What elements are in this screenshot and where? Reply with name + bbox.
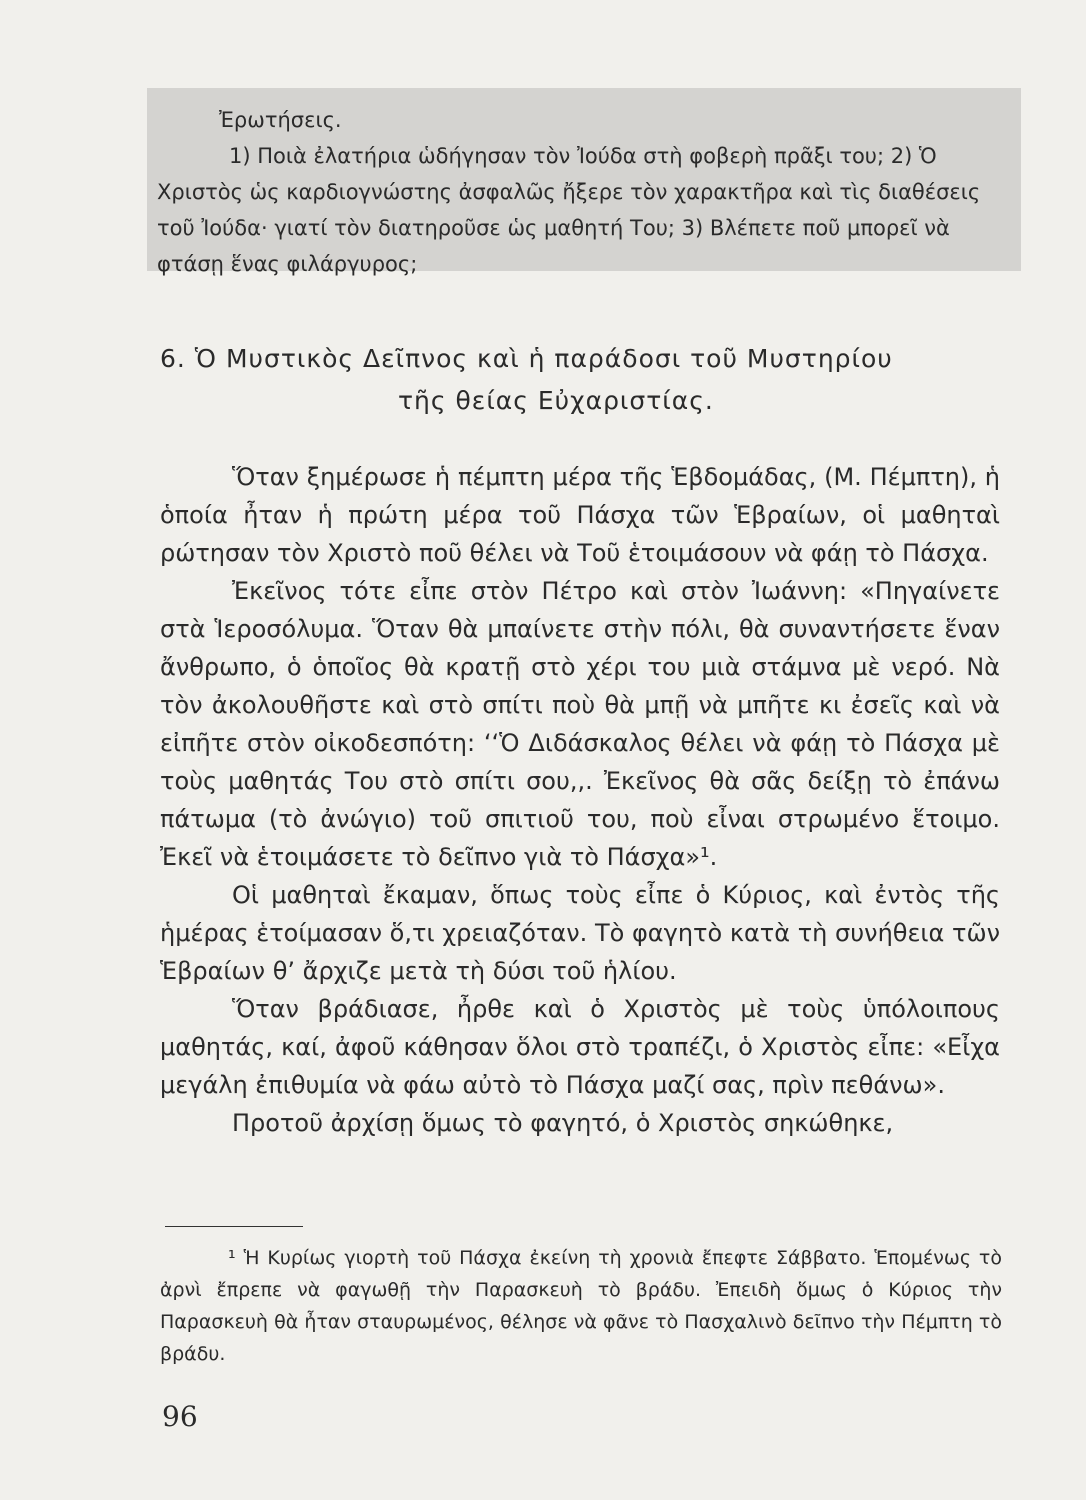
footnote: [160, 1242, 1002, 1370]
body-text: [160, 458, 1000, 1142]
paragraph: Ἐκεῖνος τότε εἶπε στὸν Πέτρο καὶ στὸν Ἰωάννη: «Πηγαίνετε στὰ Ἱεροσόλυμα. Ὅταν θὰ μπαίνετε στὴν πόλι, θὰ συναντήσετε ἕναν ἄνθρωπο, ὁ ὁποῖος θὰ κρατῇ στὸ χέρι του μιὰ στάμνα μὲ νερό. Νὰ τὸν ἀκολουθῆστε καὶ στὸ σπίτι ποὺ θὰ μπῇ νὰ μπῆτε κι ἐσεῖς καὶ νὰ εἰπῆτε στὸν οἰκοδεσπότη: ‘‘Ὁ Διδάσκαλος θέλει νὰ φάῃ τὸ Πάσχα μὲ τοὺς μαθητάς Του στὸ σπίτι σου,,. Ἐκεῖνος θὰ σᾶς δείξῃ τὸ ἐπάνω πάτωμα (τὸ ἀνώγιο) τοῦ σπιτιοῦ του, ποὺ εἶναι στρωμένο ἕτοιμο. Ἐκεῖ νὰ ἑτοιμάσετε τὸ δεῖπνο γιὰ τὸ Πάσχα»¹.: [160, 577, 1000, 871]
paragraph: Ὅταν ξημέρωσε ἡ πέμπτη μέρα τῆς Ἑβδομάδας, (Μ. Πέμπτη), ἡ ὁποία ἦταν ἡ πρώτη μέρα τοῦ Πάσχα τῶν Ἑβραίων, οἱ μαθηταὶ ρώτησαν τὸν Χριστὸ ποῦ θέλει νὰ Τοῦ ἑτοιμάσουν νὰ φάῃ τὸ Πάσχα.: [160, 463, 1000, 567]
paragraph: Προτοῦ ἀρχίσῃ ὅμως τὸ φαγητό, ὁ Χριστὸς σηκώθηκε,: [232, 1109, 894, 1137]
section-heading-line2: τῆς θείας Εὐχαριστίας.: [398, 386, 714, 415]
questions-box: [147, 88, 1021, 276]
paragraph: Ὅταν βράδιασε, ἦρθε καὶ ὁ Χριστὸς μὲ τοὺς ὑπόλοιπους μαθητάς, καί, ἀφοῦ κάθησαν ὅλοι στὸ τραπέζι, ὁ Χριστὸς εἶπε: «Εἶχα μεγάλη ἐπιθυμία νὰ φάω αὐτὸ τὸ Πάσχα μαζί σας, πρὶν πεθάνω».: [160, 995, 1000, 1099]
footnote-text: ¹ Ἡ Κυρίως γιορτὴ τοῦ Πάσχα ἐκείνη τὴ χρονιὰ ἔπεφτε Σάββατο. Ἑπομένως τὸ ἀρνὶ ἔπρεπε νὰ φαγωθῇ τὴν Παρασκευὴ τὸ βράδυ. Ἐπειδὴ ὅμως ὁ Κύριος τὴν Παρασκευὴ θὰ ἦταν σταυρωμένος, θέλησε νὰ φᾶνε τὸ Πασχαλινὸ δεῖπνο τὴν Πέμπτη τὸ βράδυ.: [160, 1247, 1002, 1365]
section-heading: [160, 338, 1020, 422]
questions-title: Ἐρωτήσεις.: [219, 108, 342, 132]
page-number: 96: [162, 1400, 198, 1433]
paragraph: Οἱ μαθηταὶ ἔκαμαν, ὅπως τοὺς εἶπε ὁ Κύριος, καὶ ἐντὸς τῆς ἡμέρας ἑτοίμασαν ὅ,τι χρειαζόταν. Τὸ φαγητὸ κατὰ τὴ συνήθεια τῶν Ἑβραίων θ’ ἄρχιζε μετὰ τὴ δύσι τοῦ ἡλίου.: [160, 881, 1000, 985]
footnote-divider: [165, 1226, 303, 1227]
section-heading-line1: 6. Ὁ Μυστικὸς Δεῖπνος καὶ ἡ παράδοσι τοῦ Μυστηρίου: [160, 344, 893, 373]
questions-text: 1) Ποιὰ ἐλατήρια ὡδήγησαν τὸν Ἰούδα στὴ φοβερὴ πρᾶξι του; 2) Ὁ Χριστὸς ὡς καρδιογνώστης ἀσφαλῶς ἤξερε τὸν χαρακτῆρα καὶ τὶς διαθέσεις τοῦ Ἰούδα· γιατί τὸν διατηροῦσε ὡς μαθητή Του; 3) Βλέπετε ποῦ μπορεῖ νὰ φτάσῃ ἕνας φιλάργυρος;: [157, 144, 981, 276]
